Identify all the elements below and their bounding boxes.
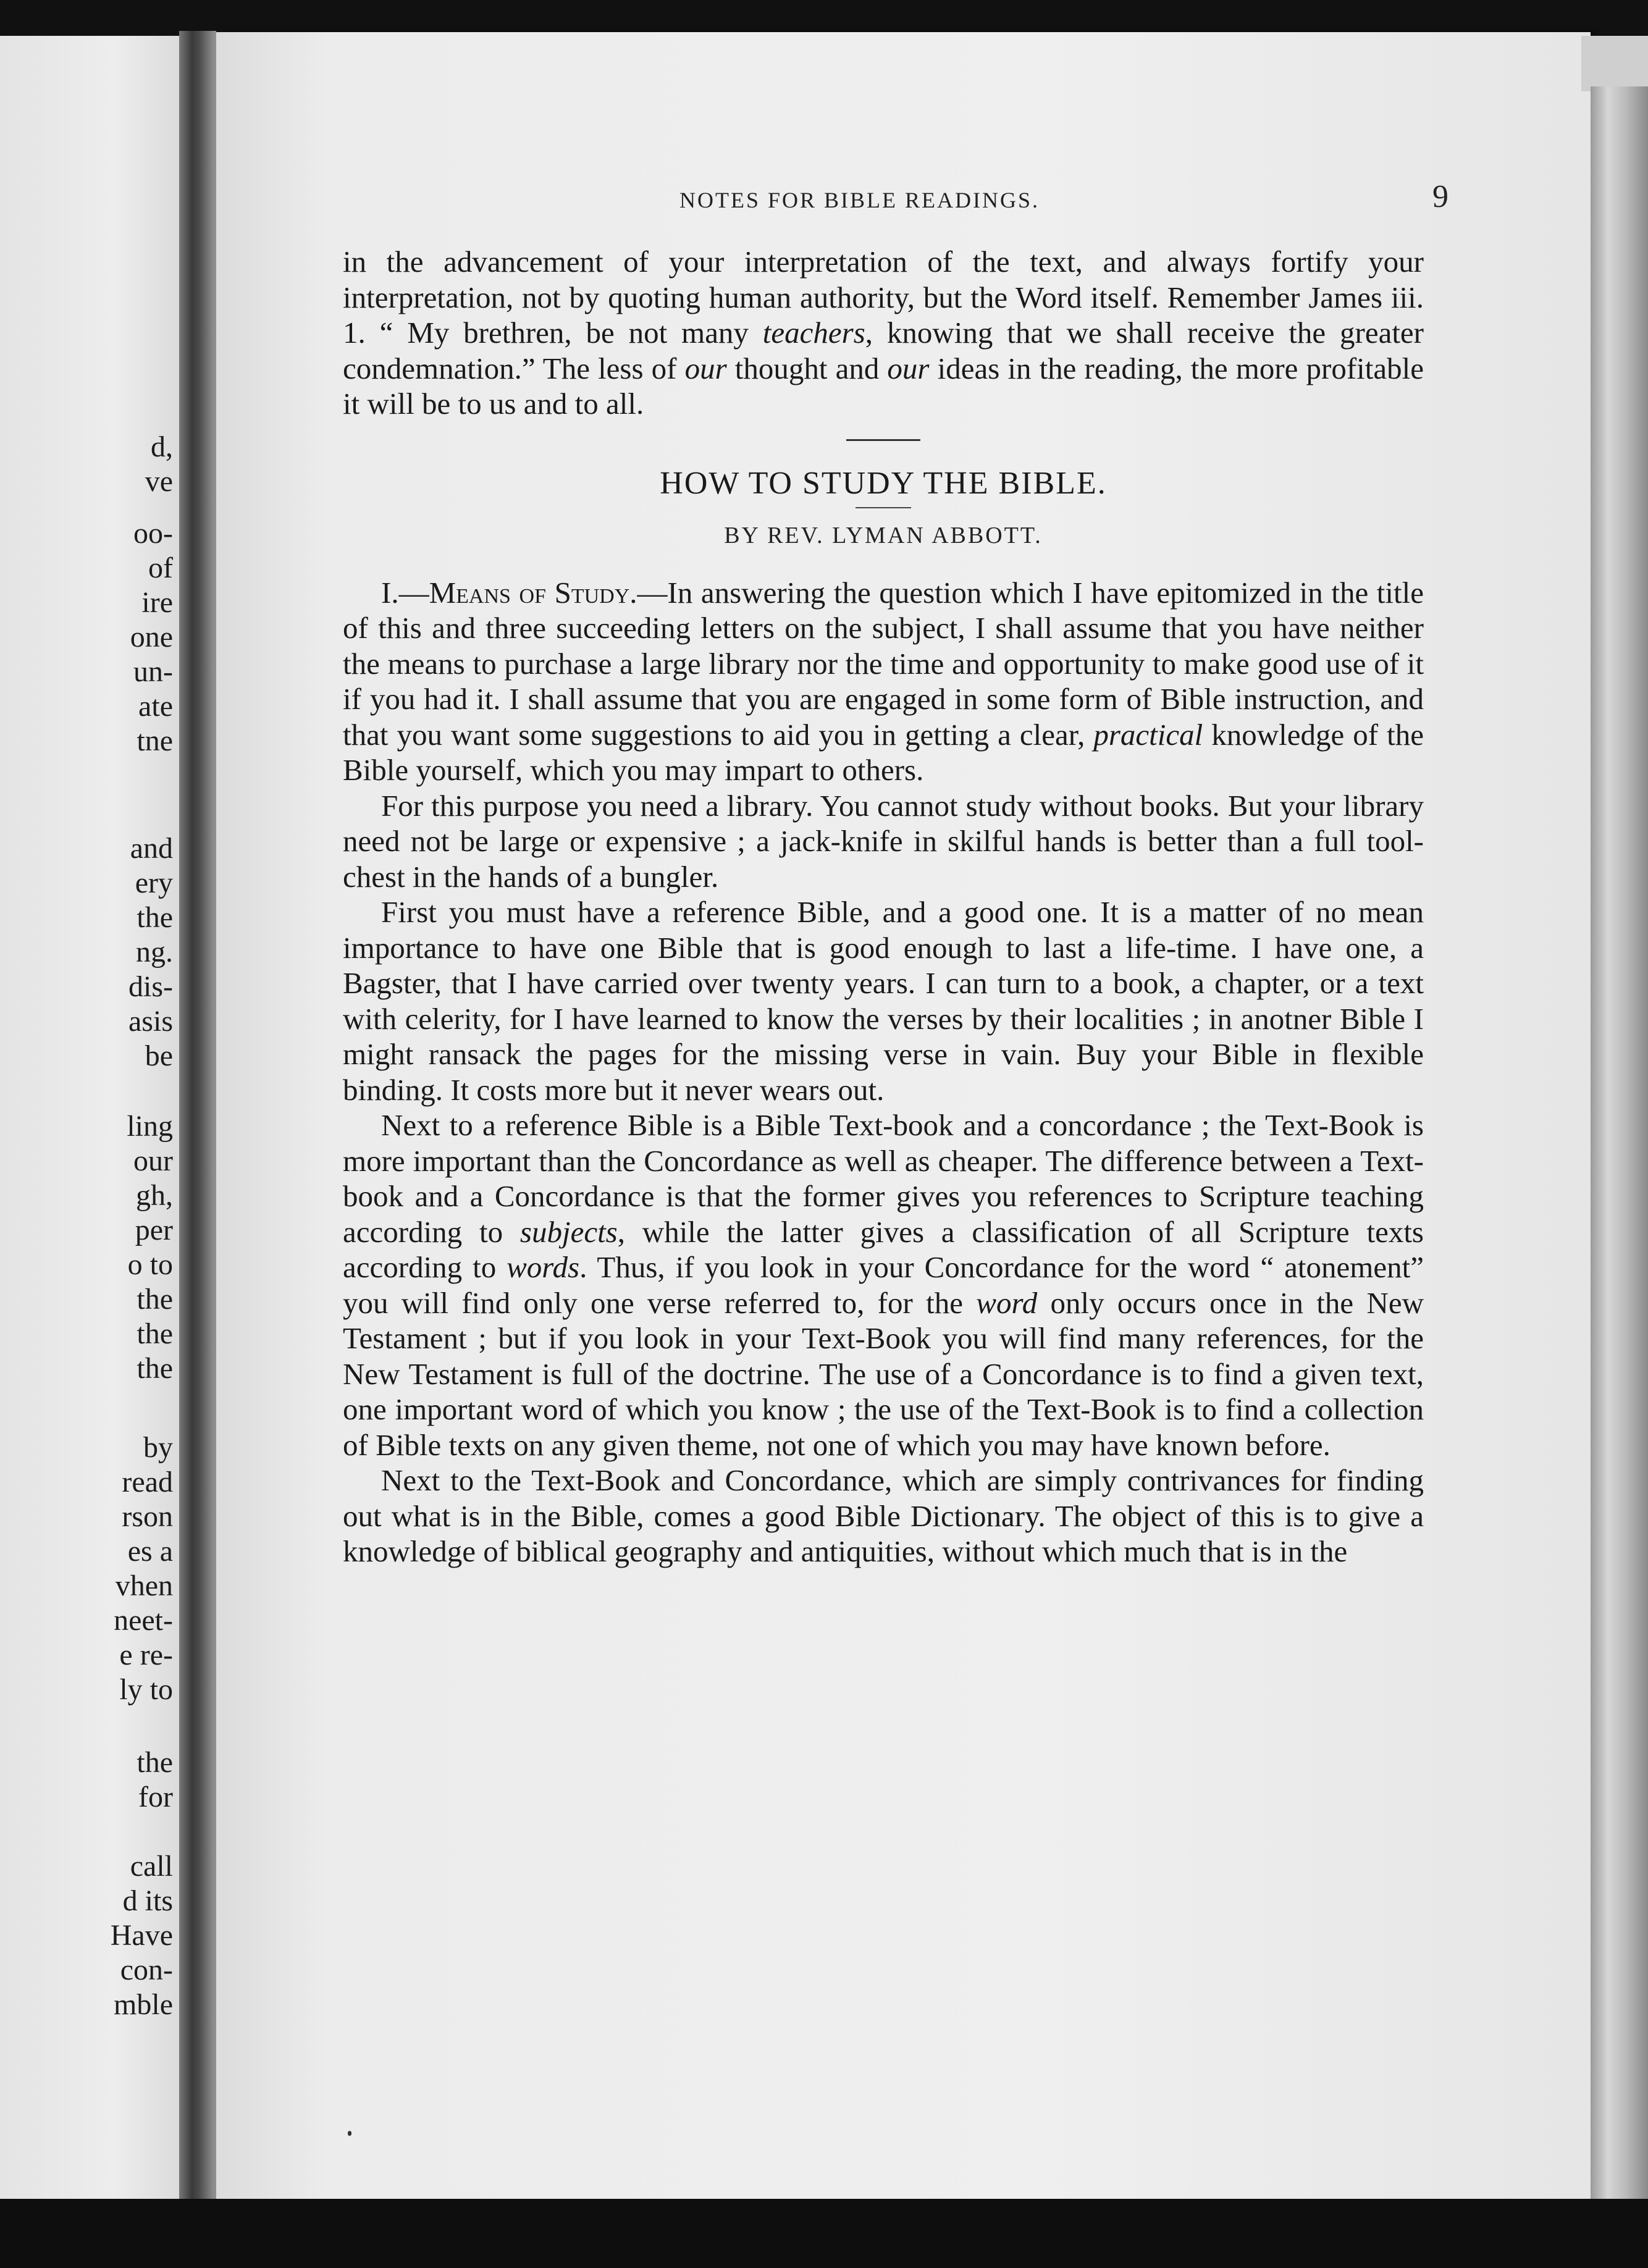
intro-text-3: thought and [726,351,888,385]
paragraph-means-of-study [343,575,1424,788]
facing-page-fragment: d, [151,430,173,463]
p4-text-2: , while the latter gives a classification of all Scripture texts according to [343,1214,1424,1284]
book-spine [179,31,216,2205]
facing-page-fragment: con- [120,1954,173,1986]
facing-page-fragment: the [137,901,173,934]
intro-text-4: ideas in the reading, the more profitable it will be to us and to all. [343,351,1424,421]
intro-paragraph [343,244,1424,422]
facing-page-fragment: d its [122,1884,173,1917]
facing-page-fragment: read [122,1466,173,1498]
facing-page-fragment: the [137,1352,173,1385]
p1-emphasis-practical: practical [1093,717,1203,752]
paragraph-bible-dictionary: Next to the Text-Book and Concordance, which are simply contrivances for finding out what is in the Bible, comes a good Bible Dictionary. The object of this is to give a knowledge of biblical geography and antiquities, without which much that is in the [343,1463,1424,1568]
section-divider [846,439,920,441]
facing-page-fragment: e re- [119,1639,173,1671]
facing-page-fragment: the [137,1746,173,1779]
section-title: Means of Study. [429,575,637,610]
running-title: NOTES FOR BIBLE READINGS. [679,188,1040,212]
article-byline: BY REV. LYMAN ABBOTT. [724,523,1043,548]
facing-page-fragment: and [130,832,173,865]
page-number: 9 [1432,179,1448,214]
paragraph-reference-bible: First you must have a reference Bible, and a good one. It is a matter of no mean importance to have one Bible that is good enough to last a life-time. I have one, a Bagster, that I have carried over twenty years. I can turn to a book, a chapter, or a text with celerity, for I have learned to know the verses by their localities ; in anotner Bible I might ransack the pages for the missing verse in vain. Buy your Bible in flexible binding. It costs more but it never wears out. [343,895,1424,1107]
facing-page-fragment: ate [138,690,173,723]
facing-page-fragment: ve [145,465,173,498]
facing-page-fragment: dis- [128,970,173,1003]
intro-emphasis-teachers: teachers [762,316,865,350]
facing-page-fragment: ery [135,867,173,899]
facing-page-left [0,36,191,2199]
heading-divider [856,507,911,508]
facing-page-fragment: es a [127,1535,173,1568]
facing-page-fragment: ling [127,1110,173,1143]
facing-page-fragment: o to [127,1248,173,1281]
p4-emphasis-word: word [976,1285,1038,1320]
facing-page-fragment: call [130,1850,173,1883]
facing-page-fragment: un- [133,655,173,688]
intro-emphasis-our-1: our [684,351,727,385]
facing-page-fragment: ly to [119,1673,173,1706]
scan-border-top [0,0,1648,36]
p1-text-1: —In answering the question which I have epitomized in the title of this and three succeeding letters on the subject, I shall assume that you have neither the means to purchase a large library nor the time and opportunity to make good use of it if you had it. I shall assume that you are engaged in some form of Bible instruction, and that you want some suggestions to aid you in getting a clear, [343,575,1424,752]
section-numeral: I.— [381,575,429,610]
scan-border-bottom [0,2199,1648,2268]
intro-text-2: , knowing that we shall receive the greater condemnation.” The less of [343,316,1424,385]
p4-emphasis-subjects: subjects [519,1214,618,1249]
facing-page-fragment: the [137,1317,173,1350]
facing-page-fragment: for [138,1781,173,1813]
page-edge-top [1581,36,1648,91]
page-body [343,244,1424,1569]
facing-page-fragment: per [135,1214,173,1246]
p1-text-2: knowledge of the Bible yourself, which you may impart to others. [343,717,1424,787]
intro-emphasis-our-2: our [887,351,930,385]
facing-page-fragment: be [145,1040,173,1072]
facing-page-fragment: the [137,1283,173,1316]
facing-page-fragment: gh, [136,1179,173,1212]
p4-text-3: . Thus, if you look in your Concordance for the word “ atonement” you will find only one verse referred to, for the [343,1250,1424,1320]
page-edge-stack [1591,86,1648,2205]
facing-page-fragment: rson [122,1500,173,1533]
facing-page-fragment: ire [141,586,173,619]
p4-text-4: only occurs once in the New Testament ; but if you look in your Text-Book you will find many references, for the New Testament is full of the doctrine. The use of a Concordance is to find a given text, one important word of which you know ; the use of the Text-Book is to find a collection of Bible texts on any given theme, not one of which you may have known before. [343,1285,1424,1462]
article-heading: HOW TO STUDY THE BIBLE. [660,465,1107,501]
facing-page-fragment: ng. [136,936,173,968]
facing-page-fragment: vhen [115,1569,173,1602]
paragraph-library: For this purpose you need a library. You cannot study without books. But your library need not be large or expensive ; a jack-knife in skilful hands is better than a full tool-chest in the hands of a bungler. [343,788,1424,894]
paragraph-text-book [343,1107,1424,1463]
facing-page-fragment: by [143,1431,173,1464]
facing-page-fragment: mble [114,1988,173,2021]
facing-page-fragment: asis [128,1005,173,1038]
intro-text-1: in the advancement of your interpretation of the text, and always fortify your interpretation, not by quoting human authority, but the Word itself. Remember James iii. 1. “ My brethren, be not many [343,245,1424,350]
p4-text-1: Next to a reference Bible is a Bible Text-book and a concordance ; the Text-Book is more important than the Concordance as well as cheaper. The difference between a Text-book and a Concordance is that the former gives you references to Scripture teaching according to [343,1108,1424,1249]
facing-page-fragment: tne [137,724,173,757]
running-head [343,179,1448,219]
facing-page-fragment: oo- [133,517,173,550]
facing-page-fragment: of [148,552,173,584]
ink-speck [348,2131,351,2136]
facing-page-fragment: neet- [114,1604,173,1637]
facing-page-fragment: our [133,1144,173,1177]
facing-page-fragment: Have [110,1919,173,1952]
p4-emphasis-words: words [507,1250,580,1284]
facing-page-fragment: one [130,621,173,653]
